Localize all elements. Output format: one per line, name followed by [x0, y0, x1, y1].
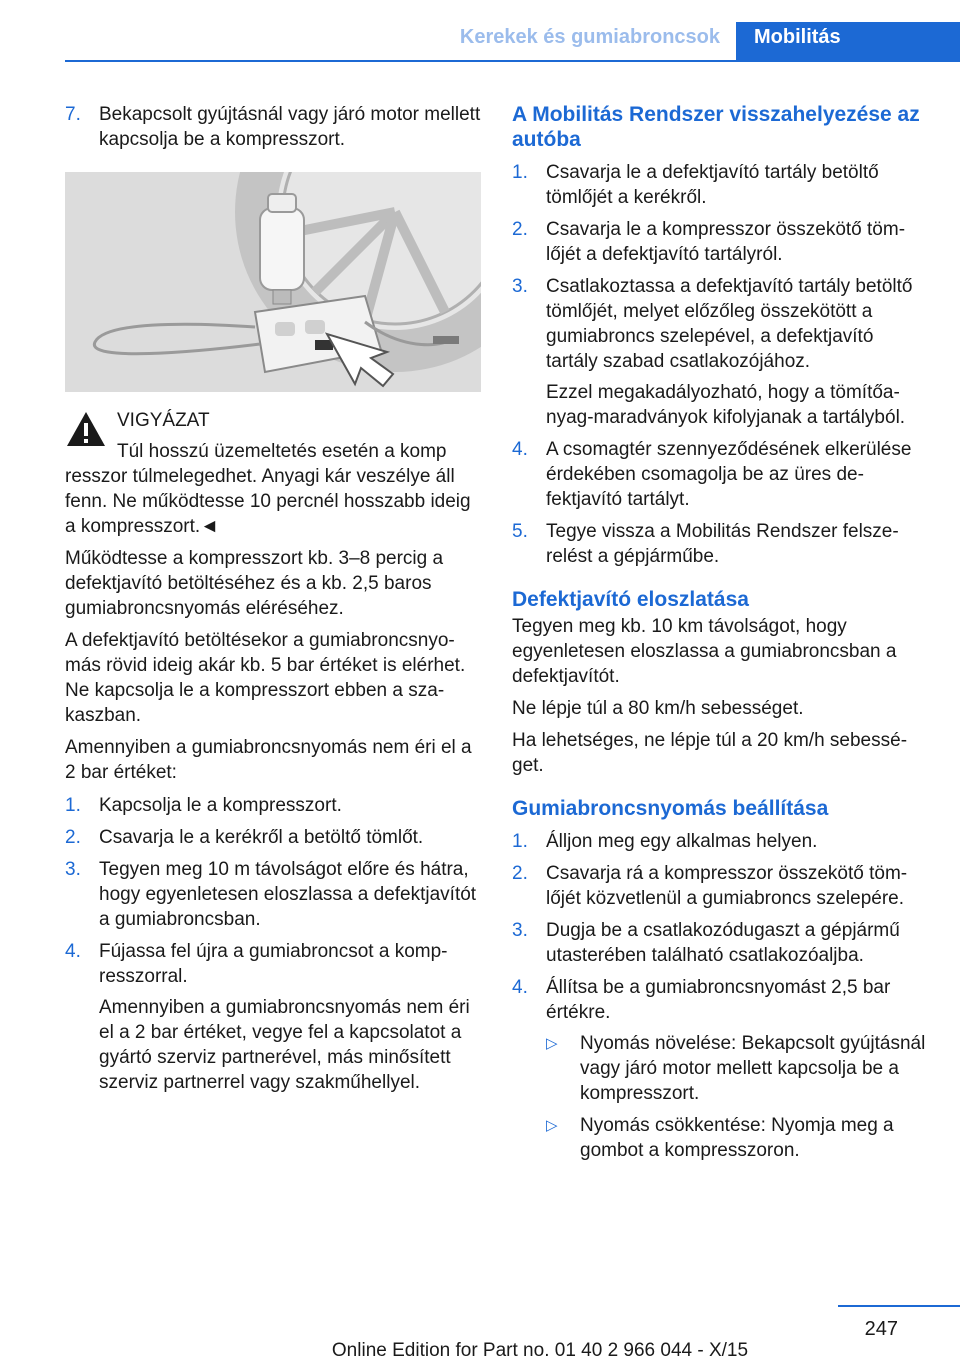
- bullet-text: Nyomás csökkentése: Nyomja meg a gombot a kompresszoron.: [580, 1115, 894, 1161]
- header-section-title: Kerekek és gumiabroncsok: [459, 26, 720, 48]
- step-number: 1.: [65, 795, 81, 816]
- compressor-illustration: [65, 172, 481, 392]
- section-heading: Defektjavító eloszlatása: [512, 588, 749, 611]
- bullet-text: Nyomás növelése: Bekapcsolt gyújtásnál vagy járó motor mellett kapcsolja be a kompresszort.: [580, 1033, 926, 1104]
- header-rule: [65, 60, 960, 62]
- step-text: Állítsa be a gumiabroncsnyomást 2,5 bar értékre.: [546, 977, 891, 1023]
- list-item: [512, 274, 926, 430]
- list-item: [512, 975, 926, 1163]
- list-item: [65, 825, 481, 850]
- step-text: Álljon meg egy alkalmas helyen.: [546, 831, 818, 852]
- paragraph: Amennyiben a gumiabroncsnyomás nem éri el a 2 bar értéket:: [65, 737, 472, 783]
- list-item: [512, 160, 926, 210]
- warning-text: resszor túlmelegedhet. Anyagi kár veszélye áll fenn. Ne működtesse 10 percnél hosszabb ideig a kompresszort.◄: [65, 466, 471, 537]
- warning-block: [65, 408, 481, 464]
- bullet-item: [546, 1031, 926, 1106]
- list-item: [512, 437, 926, 512]
- step-text: Csavarja rá a kompresszor összekötő tömlőjét közvetlenül a gumiabroncs szelepére.: [546, 863, 908, 909]
- list-item: [65, 857, 481, 932]
- step-text: Tegyen meg 10 m távolságot előre és hátra, hogy egyenletesen eloszlassa a defektjavítót a gumiabroncsban.: [99, 859, 477, 930]
- step-number: 5.: [512, 521, 528, 542]
- list-item: [512, 918, 926, 968]
- list-item: [512, 519, 926, 569]
- step-text: Csatlakoztassa a defektjavító tartály betöltő tömlőjét, melyet előzőleg összekötött a gumiabroncs szelepével, a defektjavító tartály szabad csatlakozójához.: [546, 276, 913, 372]
- step-number: 3.: [65, 859, 81, 880]
- list-item: [65, 939, 481, 1095]
- bullet-list: [546, 1031, 926, 1163]
- step-number: 1.: [512, 162, 528, 183]
- bullet-item: [546, 1113, 926, 1163]
- step-text: Csavarja le a kompresszor összekötő tömlőjét a defektjavító tartályról.: [546, 219, 906, 265]
- step-number: 3.: [512, 276, 528, 297]
- triangle-bullet-icon: ▷: [546, 1035, 558, 1052]
- list-item: [65, 793, 481, 818]
- list-item: [512, 217, 926, 267]
- step-number: 2.: [65, 827, 81, 848]
- warning-title: VIGYÁZAT: [117, 410, 210, 431]
- step-number: 2.: [512, 863, 528, 884]
- page-number-rule: [838, 1305, 960, 1307]
- step-text: Csavarja le a kerékről a betöltő tömlőt.: [99, 827, 424, 848]
- right-column: [512, 102, 926, 1170]
- step-note: Amennyiben a gumiabroncsnyomás nem éri el a 2 bar értéket, vegye fel a kapcsolatot a gyártó szerviz partnerével, más minősített szerviz partnerrel vagy szakműhellyel.: [99, 997, 470, 1093]
- list-item: [512, 829, 926, 854]
- procedure-list: [512, 829, 926, 1163]
- section-heading: Gumiabroncsnyomás beállítása: [512, 797, 829, 820]
- triangle-bullet-icon: ▷: [546, 1117, 558, 1134]
- step-number: 4.: [65, 941, 81, 962]
- compressor-drawing: [65, 172, 481, 392]
- step-text: Tegye vissza a Mobilitás Rendszer felszerelést a gépjárműbe.: [546, 521, 899, 567]
- step-note: Ezzel megakadályozható, hogy a tömítőanyag-maradványok kifolyjanak a tartályból.: [546, 382, 906, 428]
- edition-footer: Online Edition for Part no. 01 40 2 966 044 - X/15: [331, 1340, 749, 1361]
- left-column: [65, 102, 481, 1102]
- paragraph: Tegyen meg kb. 10 km távolságot, hogy egyenletesen eloszlassa a gumiabroncsban a defektjavítót.: [512, 616, 897, 687]
- step-text: Csavarja le a defektjavító tartály betöltő tömlőjét a kerékről.: [546, 162, 879, 208]
- page-header: [0, 0, 960, 62]
- step-text: Bekapcsolt gyújtásnál vagy járó motor mellett kapcsolja be a kompresszort.: [99, 104, 481, 150]
- step-number: 1.: [512, 831, 528, 852]
- step-text: A csomagtér szennyeződésének elkerülése érdekében csomagolja be az üres defektjavító tartályt.: [546, 439, 912, 510]
- step-text: Kapcsolja le a kompresszort.: [99, 795, 342, 816]
- step-number: 2.: [512, 219, 528, 240]
- step-text: Fújassa fel újra a gumiabroncsot a kompresszorral.: [99, 941, 448, 987]
- header-chapter-tab: Mobilitás: [736, 22, 960, 62]
- warning-text-line1: Túl hosszú üzemeltetés esetén a komp: [117, 441, 447, 462]
- step-text: Dugja be a csatlakozódugaszt a gépjármű utasterében található csatlakozóaljba.: [546, 920, 900, 966]
- step-7: [65, 102, 481, 152]
- step-number: 4.: [512, 977, 528, 998]
- paragraph: Ha lehetséges, ne lépje túl a 20 km/h sebességet.: [512, 730, 908, 776]
- procedure-list: [65, 793, 481, 1095]
- step-number: 3.: [512, 920, 528, 941]
- page-number: 247: [864, 1318, 898, 1340]
- paragraph: Ne lépje túl a 80 km/h sebességet.: [512, 698, 804, 719]
- paragraph: A defektjavító betöltésekor a gumiabroncsnyomás rövid ideig akár kb. 5 bar értéket is elérhet. Ne kapcsolja le a kompresszort ebben a szakaszban.: [65, 630, 466, 726]
- warning-triangle-icon: [65, 410, 107, 448]
- step-number: 4.: [512, 439, 528, 460]
- paragraph: Működtesse a kompresszort kb. 3–8 percig a defektjavító betöltéséhez és a kb. 2,5 baros gumiabroncsnyomás eléréséhez.: [65, 548, 444, 619]
- list-item: [512, 861, 926, 911]
- step-number: 7.: [65, 104, 81, 125]
- section-heading: A Mobilitás Rendszer visszahelyezése az autóba: [512, 103, 920, 151]
- procedure-list: [512, 160, 926, 569]
